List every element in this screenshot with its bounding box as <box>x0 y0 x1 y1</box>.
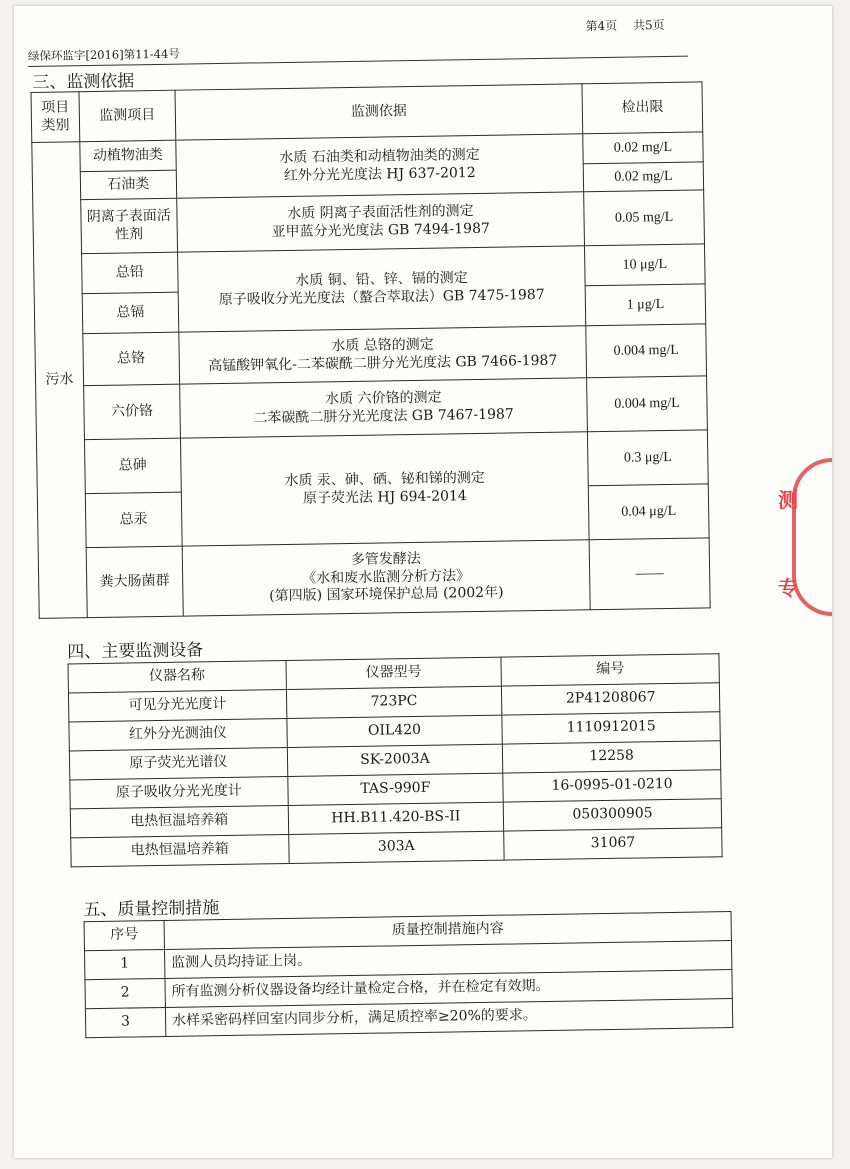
document-number: 绿保环监字[2016]第11-44号 <box>27 46 180 64</box>
header-qc-content: 质量控制措施内容 <box>164 912 731 950</box>
basis-line: 多管发酵法 <box>350 551 421 569</box>
basis-line: 水质 汞、砷、硒、铋和锑的测定 <box>284 469 485 490</box>
section4-title: 四、主要监测设备 <box>67 640 204 663</box>
seal-stamp <box>792 458 832 616</box>
stamp-glyph: 测 <box>778 488 798 512</box>
instrument-name: 原子荧光光谱仪 <box>69 748 287 780</box>
header-item: 监测项目 <box>79 90 176 141</box>
item-cell: 总汞 <box>85 492 182 547</box>
instrument-number: 16-0995-01-0210 <box>503 770 721 802</box>
header-limit: 检出限 <box>582 82 703 134</box>
qc-seq-no: 3 <box>85 1007 165 1037</box>
document-content <box>14 6 832 1158</box>
document-page <box>14 6 832 1158</box>
basis-line: 高锰酸钾氧化-二苯碳酰二肼分光光度法 GB 7466-1987 <box>208 352 558 374</box>
limit-cell: 0.05 mg/L <box>584 190 705 246</box>
limit-cell: 0.004 mg/L <box>586 324 707 378</box>
limit-cell: 0.004 mg/L <box>587 376 708 432</box>
limit-cell: —— <box>589 538 710 610</box>
item-cell: 总铬 <box>83 332 180 385</box>
basis-line: 水质 总铬的测定 <box>331 336 434 355</box>
item-cell: 石油类 <box>80 170 176 200</box>
item-cell: 六价铬 <box>84 384 181 439</box>
basis-line: 二苯碳酰二肼分光光度法 GB 7467-1987 <box>253 405 514 427</box>
qc-content: 所有监测分析仪器设备均经计量检定合格，并在检定有效期。 <box>165 970 732 1008</box>
instrument-model: SK-2003A <box>287 744 503 776</box>
page-label: 第4页 <box>585 18 618 34</box>
instrument-model: HH.B11.420-BS-II <box>288 802 504 834</box>
header-category: 项目类别 <box>31 92 80 143</box>
item-cell: 动植物油类 <box>80 140 176 172</box>
instrument-model: TAS-990F <box>287 773 503 805</box>
item-cell: 总砷 <box>84 438 181 493</box>
basis-line: 水质 阴离子表面活性剂的测定 <box>287 203 474 222</box>
header-seq-no: 序号 <box>84 920 164 950</box>
section5-title: 五、质量控制措施 <box>83 898 220 921</box>
qc-content: 监测人员均持证上岗。 <box>164 941 731 979</box>
basis-line: 水质 石油类和动植物油类的测定 <box>279 146 480 167</box>
limit-cell: 0.02 mg/L <box>583 162 703 192</box>
basis-cell <box>176 134 584 198</box>
instrument-number: 050300905 <box>503 799 721 831</box>
section3-title: 三、监测依据 <box>32 71 135 93</box>
monitoring-basis-table <box>31 81 711 618</box>
basis-cell <box>176 192 584 252</box>
instrument-name: 电热恒温培养箱 <box>70 806 288 838</box>
limit-cell: 10 μg/L <box>585 244 705 286</box>
instrument-name: 红外分光测油仪 <box>69 719 287 751</box>
item-cell: 总镉 <box>82 292 178 334</box>
instrument-model: 303A <box>288 831 504 863</box>
page-number <box>585 16 676 34</box>
basis-cell <box>182 540 590 616</box>
quality-control-table <box>84 911 734 1038</box>
qc-seq-no: 1 <box>85 949 165 979</box>
basis-line: 水质 六价铬的测定 <box>324 389 442 408</box>
instrument-number: 1110912015 <box>502 712 720 744</box>
limit-cell: 0.02 mg/L <box>583 132 703 164</box>
instrument-name: 原子吸收分光光度计 <box>70 777 288 809</box>
instrument-number: 12258 <box>503 741 721 773</box>
basis-line: 原子荧光法 HJ 694-2014 <box>302 487 467 507</box>
header-instrument-number: 编号 <box>501 654 719 686</box>
basis-line: 水质 铜、铅、锌、镉的测定 <box>295 270 468 289</box>
total-pages-label: 共5页 <box>632 17 665 33</box>
limit-cell: 0.04 μg/L <box>588 484 709 540</box>
instrument-number: 2P41208067 <box>502 683 720 715</box>
item-cell: 阴离子表面活性剂 <box>81 198 178 253</box>
instrument-name: 电热恒温培养箱 <box>71 835 289 867</box>
qc-content: 水样采密码样回室内同步分析，满足质控率≥20%的要求。 <box>165 999 732 1037</box>
instrument-name: 可见分光光度计 <box>68 690 286 722</box>
instrument-number: 31067 <box>504 828 722 860</box>
header-instrument-model: 仪器型号 <box>286 657 502 689</box>
instrument-model: OIL420 <box>286 715 502 747</box>
item-cell: 总铅 <box>81 252 177 294</box>
header-basis: 监测依据 <box>175 84 583 140</box>
basis-line: (第四版) 国家环境保护总局 (2002年) <box>269 584 504 605</box>
qc-seq-no: 2 <box>85 978 165 1008</box>
limit-cell: 1 μg/L <box>585 284 705 326</box>
basis-line: 《水和废水监测分析方法》 <box>302 567 471 587</box>
basis-cell <box>177 246 586 332</box>
basis-line: 红外分光光度法 HJ 637-2012 <box>283 164 476 184</box>
limit-cell: 0.3 μg/L <box>588 430 709 486</box>
equipment-table <box>67 653 722 867</box>
instrument-model: 723PC <box>286 686 502 718</box>
basis-cell <box>179 326 587 384</box>
header-instrument-name: 仪器名称 <box>68 661 286 693</box>
basis-line: 原子吸收分光光度法（螯合萃取法）GB 7475-1987 <box>218 286 545 308</box>
stamp-glyph: 专 <box>778 576 798 600</box>
item-cell: 粪大肠菌群 <box>86 546 183 617</box>
basis-line: 亚甲蓝分光光度法 GB 7494-1987 <box>271 220 490 240</box>
category-cell: 污水 <box>32 142 87 619</box>
basis-cell <box>180 432 589 546</box>
basis-cell <box>179 378 587 438</box>
table-row <box>38 538 710 619</box>
